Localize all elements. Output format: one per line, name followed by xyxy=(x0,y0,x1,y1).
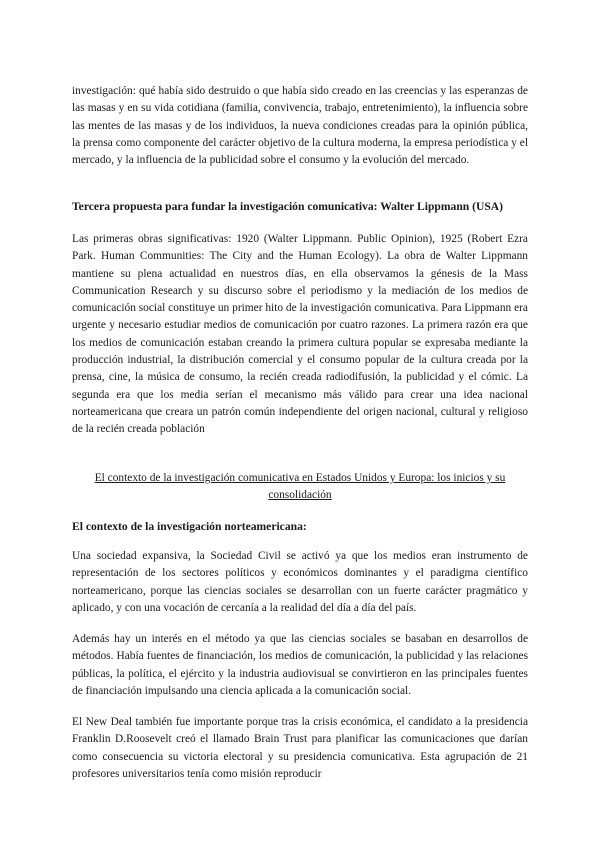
new-deal-paragraph: El New Deal también fue importante porque tras la crisis económica, el candidato a la presidencia Franklin D.Roosevelt creó el llamado Brain Trust para planificar las comunicaciones que darían como consecuencia su victoria electoral y su presidencia comunicativa. Esta agrupación de 21 profesores universitarios tenía como misión reproducir xyxy=(72,716,528,780)
lippmann-heading: Tercera propuesta para fundar la investigación comunicativa: Walter Lippmann (USA) xyxy=(72,200,504,213)
lippmann-paragraph: Las primeras obras significativas: 1920 (Walter Lippmann. Public Opinion), 1925 (Robert Ezra Park. Human Communities: The City and the Human Ecology). La obra de Walter Lippmann mantiene su plena actualidad en nuestros días, en ella observamos la génesis de la Mass Communication Research y su discurso sobre el periodismo y la mediación de los medios de comunicación social constituye un primer hito de la investigación comunicativa. Para Lippmann era urgente y necesario estudiar medios de comunicación por cuatro razones. La primera razón era que los medios de comunicación estaban creando la primera cultura popular se expresaba mediante la producción industrial, la distribución comercial y el consumo popular de la cultura creada por la prensa, cine, la música de consumo, la recién creada radiodifusión, la publicidad y el cómic. La segunda era que los media serían el mecanismo más válido para crear una idea nacional norteamericana que creara un patrón común independiente del origen nacional, cultural y religioso de la recién creada población xyxy=(72,233,528,436)
context-heading: El contexto de la investigación norteamericana: xyxy=(72,520,307,533)
method-paragraph: Además hay un interés en el método ya que las ciencias sociales se basaban en desarrollos de métodos. Había fuentes de financiación, los medios de comunicación, la publicidad y las relaciones públicas, la política, el ejército y la industria audiovisual se convirtieron en las principales fuentes de financiación impulsando una ciencia aplicada a la comunicación social. xyxy=(72,633,528,697)
section-title: El contexto de la investigación comunicativa en Estados Unidos y Europa: los inicios y su consolidación xyxy=(94,472,506,501)
society-paragraph: Una sociedad expansiva, la Sociedad Civil se activó ya que los medios eran instrumento de representación de los sectores políticos y económicos dominantes y el paradigma científico norteamericano, porque las ciencias sociales se desarrollan con un fuerte carácter pragmático y aplicado, y con una vocación de cercanía a la realidad del día a día del país. xyxy=(72,550,528,614)
intro-paragraph: investigación: qué había sido destruido o que había sido creado en las creencias y las esperanzas de las masas y en su vida cotidiana (familia, convivencia, trabajo, entretenimiento), la influencia sobre las mentes de las masas y de los individuos, la nueva condiciones creadas para la opinión pública, la prensa como componente del carácter objetivo de la cultura moderna, la empresa periodística y el mercado, y la influencia de la publicidad sobre el consumo y la evolución del mercado. xyxy=(72,85,528,167)
